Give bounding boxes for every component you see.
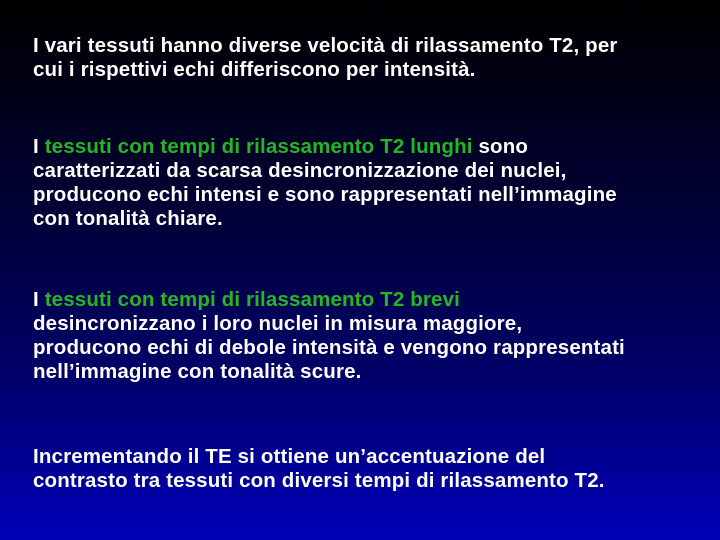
text-line: producono echi intensi e sono rappresentati nell’immagine xyxy=(33,183,617,206)
text-line: producono echi di debole intensità e vengono rappresentati xyxy=(33,336,625,359)
text-prefix: I xyxy=(33,135,45,158)
text-prefix: I xyxy=(33,288,45,311)
paragraph-short-t2 xyxy=(33,288,717,384)
highlight-long-t2: tessuti con tempi di rilassamento T2 lunghi xyxy=(44,135,473,158)
text-line: cui i rispettivi echi differiscono per intensità. xyxy=(33,58,476,81)
text-suffix: sono xyxy=(472,135,529,158)
text-line xyxy=(33,288,717,312)
text-line: nell’immagine con tonalità scure. xyxy=(33,360,362,383)
highlight-short-t2: tessuti con tempi di rilassamento T2 brevi xyxy=(44,288,460,311)
text-line: con tonalità chiare. xyxy=(33,207,223,230)
text-line: caratterizzati da scarsa desincronizzazione dei nuclei, xyxy=(33,159,567,182)
paragraph-te-contrast xyxy=(33,445,717,493)
paragraph-t2-relaxation-intro xyxy=(33,34,717,82)
paragraph-long-t2 xyxy=(33,135,717,231)
text-line: Incrementando il TE si ottiene un’accentuazione del xyxy=(33,445,546,468)
text-line: contrasto tra tessuti con diversi tempi di rilassamento T2. xyxy=(33,469,605,492)
text-line: I vari tessuti hanno diverse velocità di rilassamento T2, per xyxy=(33,34,618,57)
text-line: desincronizzano i loro nuclei in misura maggiore, xyxy=(33,312,523,335)
text-line xyxy=(33,135,717,159)
